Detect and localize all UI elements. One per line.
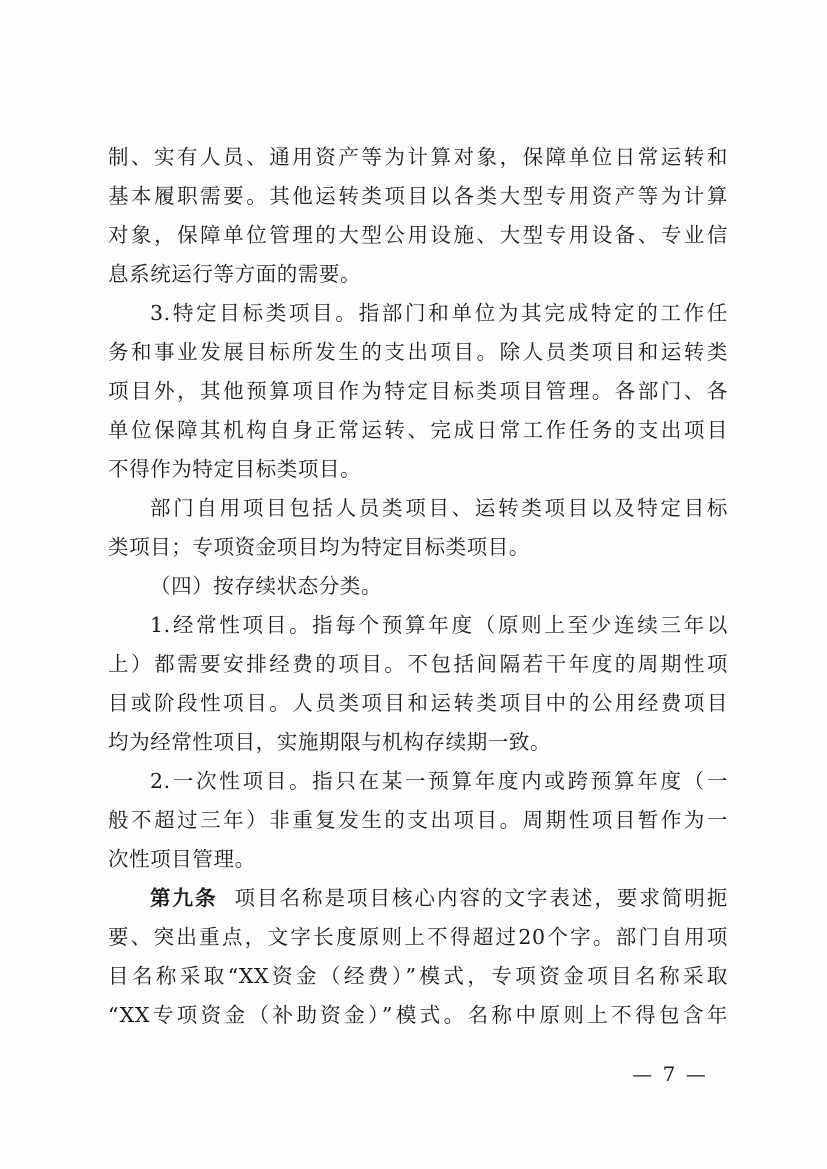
body-line-21: 要、突出重点，文字长度原则上不得超过20个字。部门自用项 bbox=[108, 925, 728, 949]
body-line-15: 目或阶段性项目。人员类项目和运转类项目中的公用经费项目 bbox=[108, 691, 728, 715]
body-line-9: 不得作为特定目标类项目。 bbox=[108, 457, 362, 481]
body-line-10: 部门自用项目包括人员类项目、运转类项目以及特定目标 bbox=[150, 496, 728, 520]
body-line-6: 务和事业发展目标所发生的支出项目。除人员类项目和运转类 bbox=[108, 340, 728, 364]
body-line-18: 般不超过三年）非重复发生的支出项目。周期性项目暂作为一 bbox=[108, 808, 728, 832]
body-line-7: 项目外，其他预算项目作为特定目标类项目管理。各部门、各 bbox=[108, 379, 728, 403]
article-label: 第九条 bbox=[150, 886, 218, 910]
body-line-1: 制、实有人员、通用资产等为计算对象，保障单位日常运转和 bbox=[108, 145, 728, 169]
section-heading: （四）按存续状态分类。 bbox=[150, 574, 383, 598]
article-text: 项目名称是项目核心内容的文字表述，要求简明扼 bbox=[234, 886, 728, 910]
body-line-3: 对象，保障单位管理的大型公用设施、大型专用设备、专业信 bbox=[108, 223, 728, 247]
body-line-14: 上）都需要安排经费的项目。不包括间隔若干年度的周期性项 bbox=[108, 652, 728, 676]
body-line-8: 单位保障其机构自身正常运转、完成日常工作任务的支出项目 bbox=[108, 418, 728, 442]
body-line-16: 均为经常性项目，实施期限与机构存续期一致。 bbox=[108, 730, 552, 754]
body-line-13: 1.经常性项目。指每个预算年度（原则上至少连续三年以 bbox=[150, 613, 728, 637]
body-line-2: 基本履职需要。其他运转类项目以各类大型专用资产等为计算 bbox=[108, 184, 728, 208]
body-line-19: 次性项目管理。 bbox=[108, 847, 256, 871]
page-number: — 7 — bbox=[632, 1062, 708, 1086]
article-line bbox=[150, 884, 728, 912]
body-line-23: “XX专项资金（补助资金）”模式。名称中原则上不得包含年 bbox=[108, 1003, 728, 1027]
body-line-11: 类项目；专项资金项目均为特定目标类项目。 bbox=[108, 535, 530, 559]
body-line-5: 3.特定目标类项目。指部门和单位为其完成特定的工作任 bbox=[150, 301, 728, 325]
body-line-17: 2.一次性项目。指只在某一预算年度内或跨预算年度（一 bbox=[150, 769, 728, 793]
body-line-22: 目名称采取“XX资金（经费）”模式，专项资金项目名称采取 bbox=[108, 964, 728, 988]
body-line-4: 息系统运行等方面的需要。 bbox=[108, 262, 362, 286]
